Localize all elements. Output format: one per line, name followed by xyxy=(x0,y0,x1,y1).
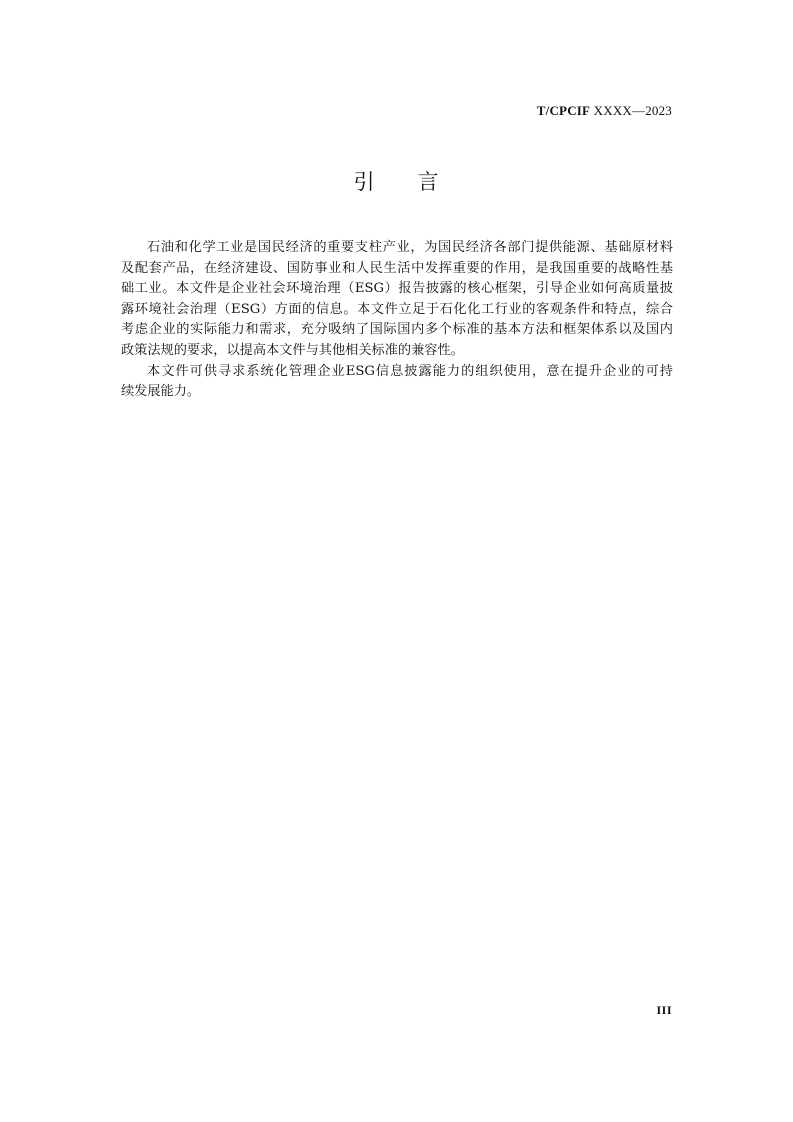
paragraph-line: 续发展能力。 xyxy=(121,384,201,400)
paragraph-line: 石油和化学工业是国民经济的重要支柱产业，为国民经济各部门提供能源、基础原材料 xyxy=(147,240,673,255)
introduction-body xyxy=(121,238,673,403)
paragraph-2 xyxy=(121,362,673,403)
paragraph-line: 础工业。本文件是企业社会环境治理（ESG）报告披露的核心框架，引导企业如何高质量披 xyxy=(121,281,673,297)
document-code xyxy=(537,103,672,119)
section-title-char-2: 言 xyxy=(417,170,440,194)
paragraph-line: 露环境社会治理（ESG）方面的信息。本文件立足于石化化工行业的客观条件和特点，综合 xyxy=(121,301,673,317)
section-title-char-1: 引 xyxy=(353,170,376,194)
paragraph-line: 本文件可供寻求系统化管理企业ESG信息披露能力的组织使用，意在提升企业的可持 xyxy=(147,363,673,379)
paragraph-line: 政策法规的要求，以提高本文件与其他相关标准的兼容性。 xyxy=(121,342,464,358)
document-code-number: XXXX—2023 xyxy=(590,103,672,118)
page-number: III xyxy=(656,1003,672,1017)
document-code-prefix: T/CPCIF xyxy=(536,103,591,118)
section-title xyxy=(0,166,793,196)
paragraph-line: 考虑企业的实际能力和需求，充分吸纳了国际国内多个标准的基本方法和框架体系以及国内 xyxy=(121,322,673,338)
paragraph-1 xyxy=(121,238,673,362)
paragraph-line: 及配套产品，在经济建设、国防事业和人民生活中发挥重要的作用，是我国重要的战略性基 xyxy=(121,260,673,276)
